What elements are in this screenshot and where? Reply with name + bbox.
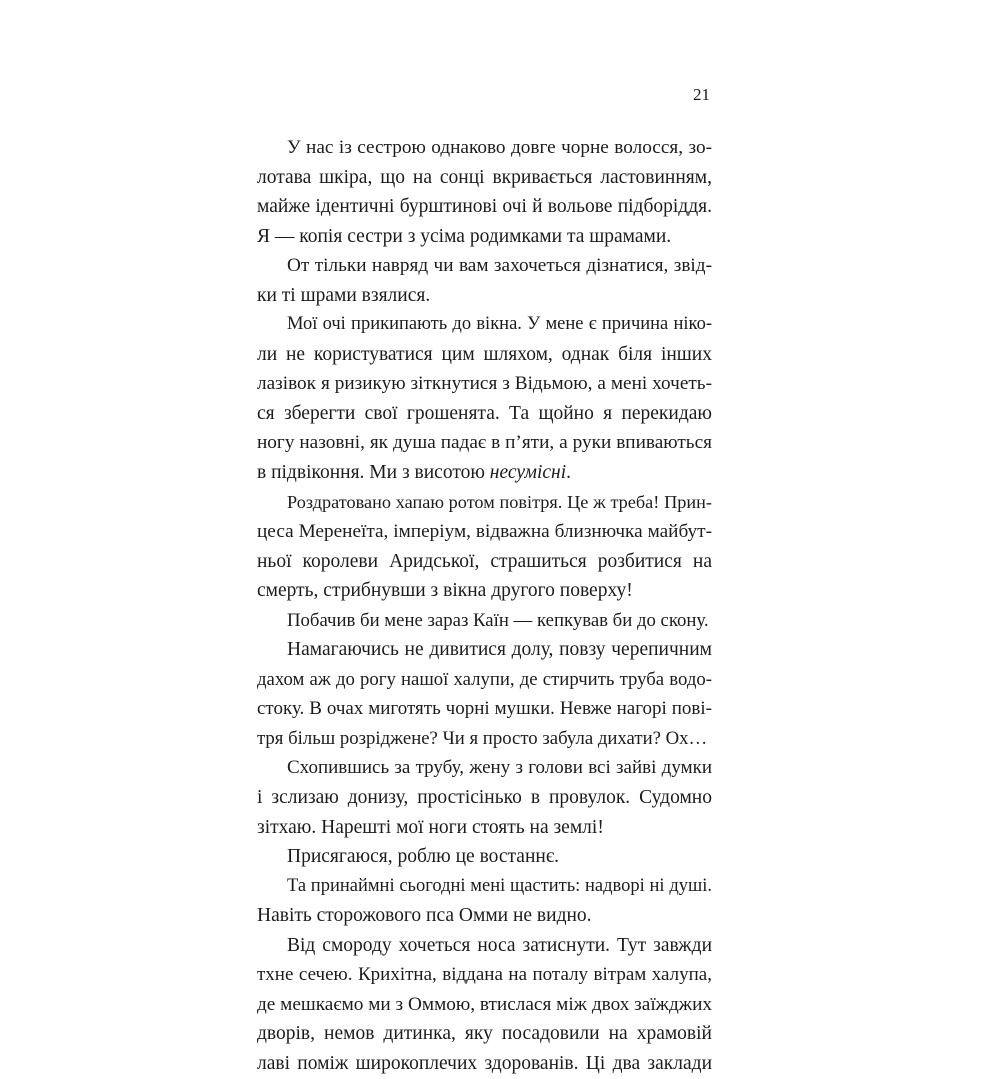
text-line: Від смороду хочеться носа затиснути. Тут завжди <box>287 934 712 956</box>
text-line: лотава шкіра, що на сонці вкривається ластовинням, <box>257 166 712 188</box>
text-line: де мешкаємо ми з Оммою, втислася між двох заїжджих <box>257 993 712 1015</box>
text-line: Навіть сторожового пса Омми не видно. <box>257 905 592 927</box>
text-line: зітхаю. Нарешті мої ноги стоять на землі! <box>257 816 604 838</box>
text-segment: в підвіконня. Ми з висотою <box>257 462 490 484</box>
text-line: майже ідентичні бурштинові очі й вольове підборіддя. <box>257 196 712 218</box>
text-line: ньої королеви Аридської, страшиться розбитися на <box>257 550 712 572</box>
text-line: цеса Меренеїта, імперіум, відважна близнючка майбут- <box>257 521 712 543</box>
text-line: Схопившись за трубу, жену з голови всі зайві думки <box>287 757 712 779</box>
text-line: дахом аж до рогу нашої халупи, де стирчить труба водо- <box>257 668 712 690</box>
text-line: ногу назовні, як душа падає в п’яти, а руки впиваються <box>257 432 712 454</box>
page-number: 21 <box>693 85 710 104</box>
text-line: стоку. В очах миготять чорні мушки. Невже нагорі пові- <box>257 698 712 720</box>
text-line: лаві поміж широкоплечих здорованів. Ці два заклади <box>257 1052 712 1074</box>
text-segment: . <box>566 462 572 484</box>
text-line: Присягаюся, роблю це востаннє. <box>287 846 560 868</box>
body-text <box>257 133 712 1079</box>
text-line: Та принаймні сьогодні мені щастить: надворі ні душі. <box>287 875 712 896</box>
text-line: тхне сечею. Крихітна, віддана на поталу вітрам халупа, <box>257 964 712 986</box>
text-line: Я — копія сестри з усіма родимками та шрамами. <box>257 225 672 247</box>
text-line: тря більш розріджене? Чи я просто забула дихати? Ох… <box>257 727 708 749</box>
text-line: смерть, стрибнувши з вікна другого поверху! <box>257 580 633 602</box>
emphasized-word: несумісні <box>489 462 567 484</box>
text-line: лазівок я ризикую зіткнутися з Відьмою, а мені хочеть- <box>257 373 712 395</box>
text-line: Намагаючись не дивитися долу, повзу черепичним <box>287 639 712 661</box>
text-line: ки ті шрами взялися. <box>257 284 431 306</box>
text-line: От тільки навряд чи вам захочеться дізнатися, звід- <box>287 255 712 277</box>
text-line: Побачив би мене зараз Каїн — кепкував би до скону. <box>287 609 709 631</box>
text-line: ся зберегти свої грошенята. Та щойно я перекидаю <box>257 402 712 424</box>
text-line: Роздратовано хапаю ротом повітря. Це ж треба! Прин- <box>287 491 712 512</box>
text-line: Мої очі прикипають до вікна. У мене є причина ніко- <box>287 314 712 335</box>
text-line <box>257 458 712 488</box>
text-line: і зслизаю донизу, простісінько в провулок. Судомно <box>257 787 712 809</box>
text-line: У нас із сестрою однаково довге чорне волосся, зо- <box>287 137 712 158</box>
text-line: ли не користуватися цим шляхом, однак біля інших <box>257 343 712 365</box>
text-line: дворів, немов дитинка, яку посадовили на храмовій <box>257 1023 712 1045</box>
